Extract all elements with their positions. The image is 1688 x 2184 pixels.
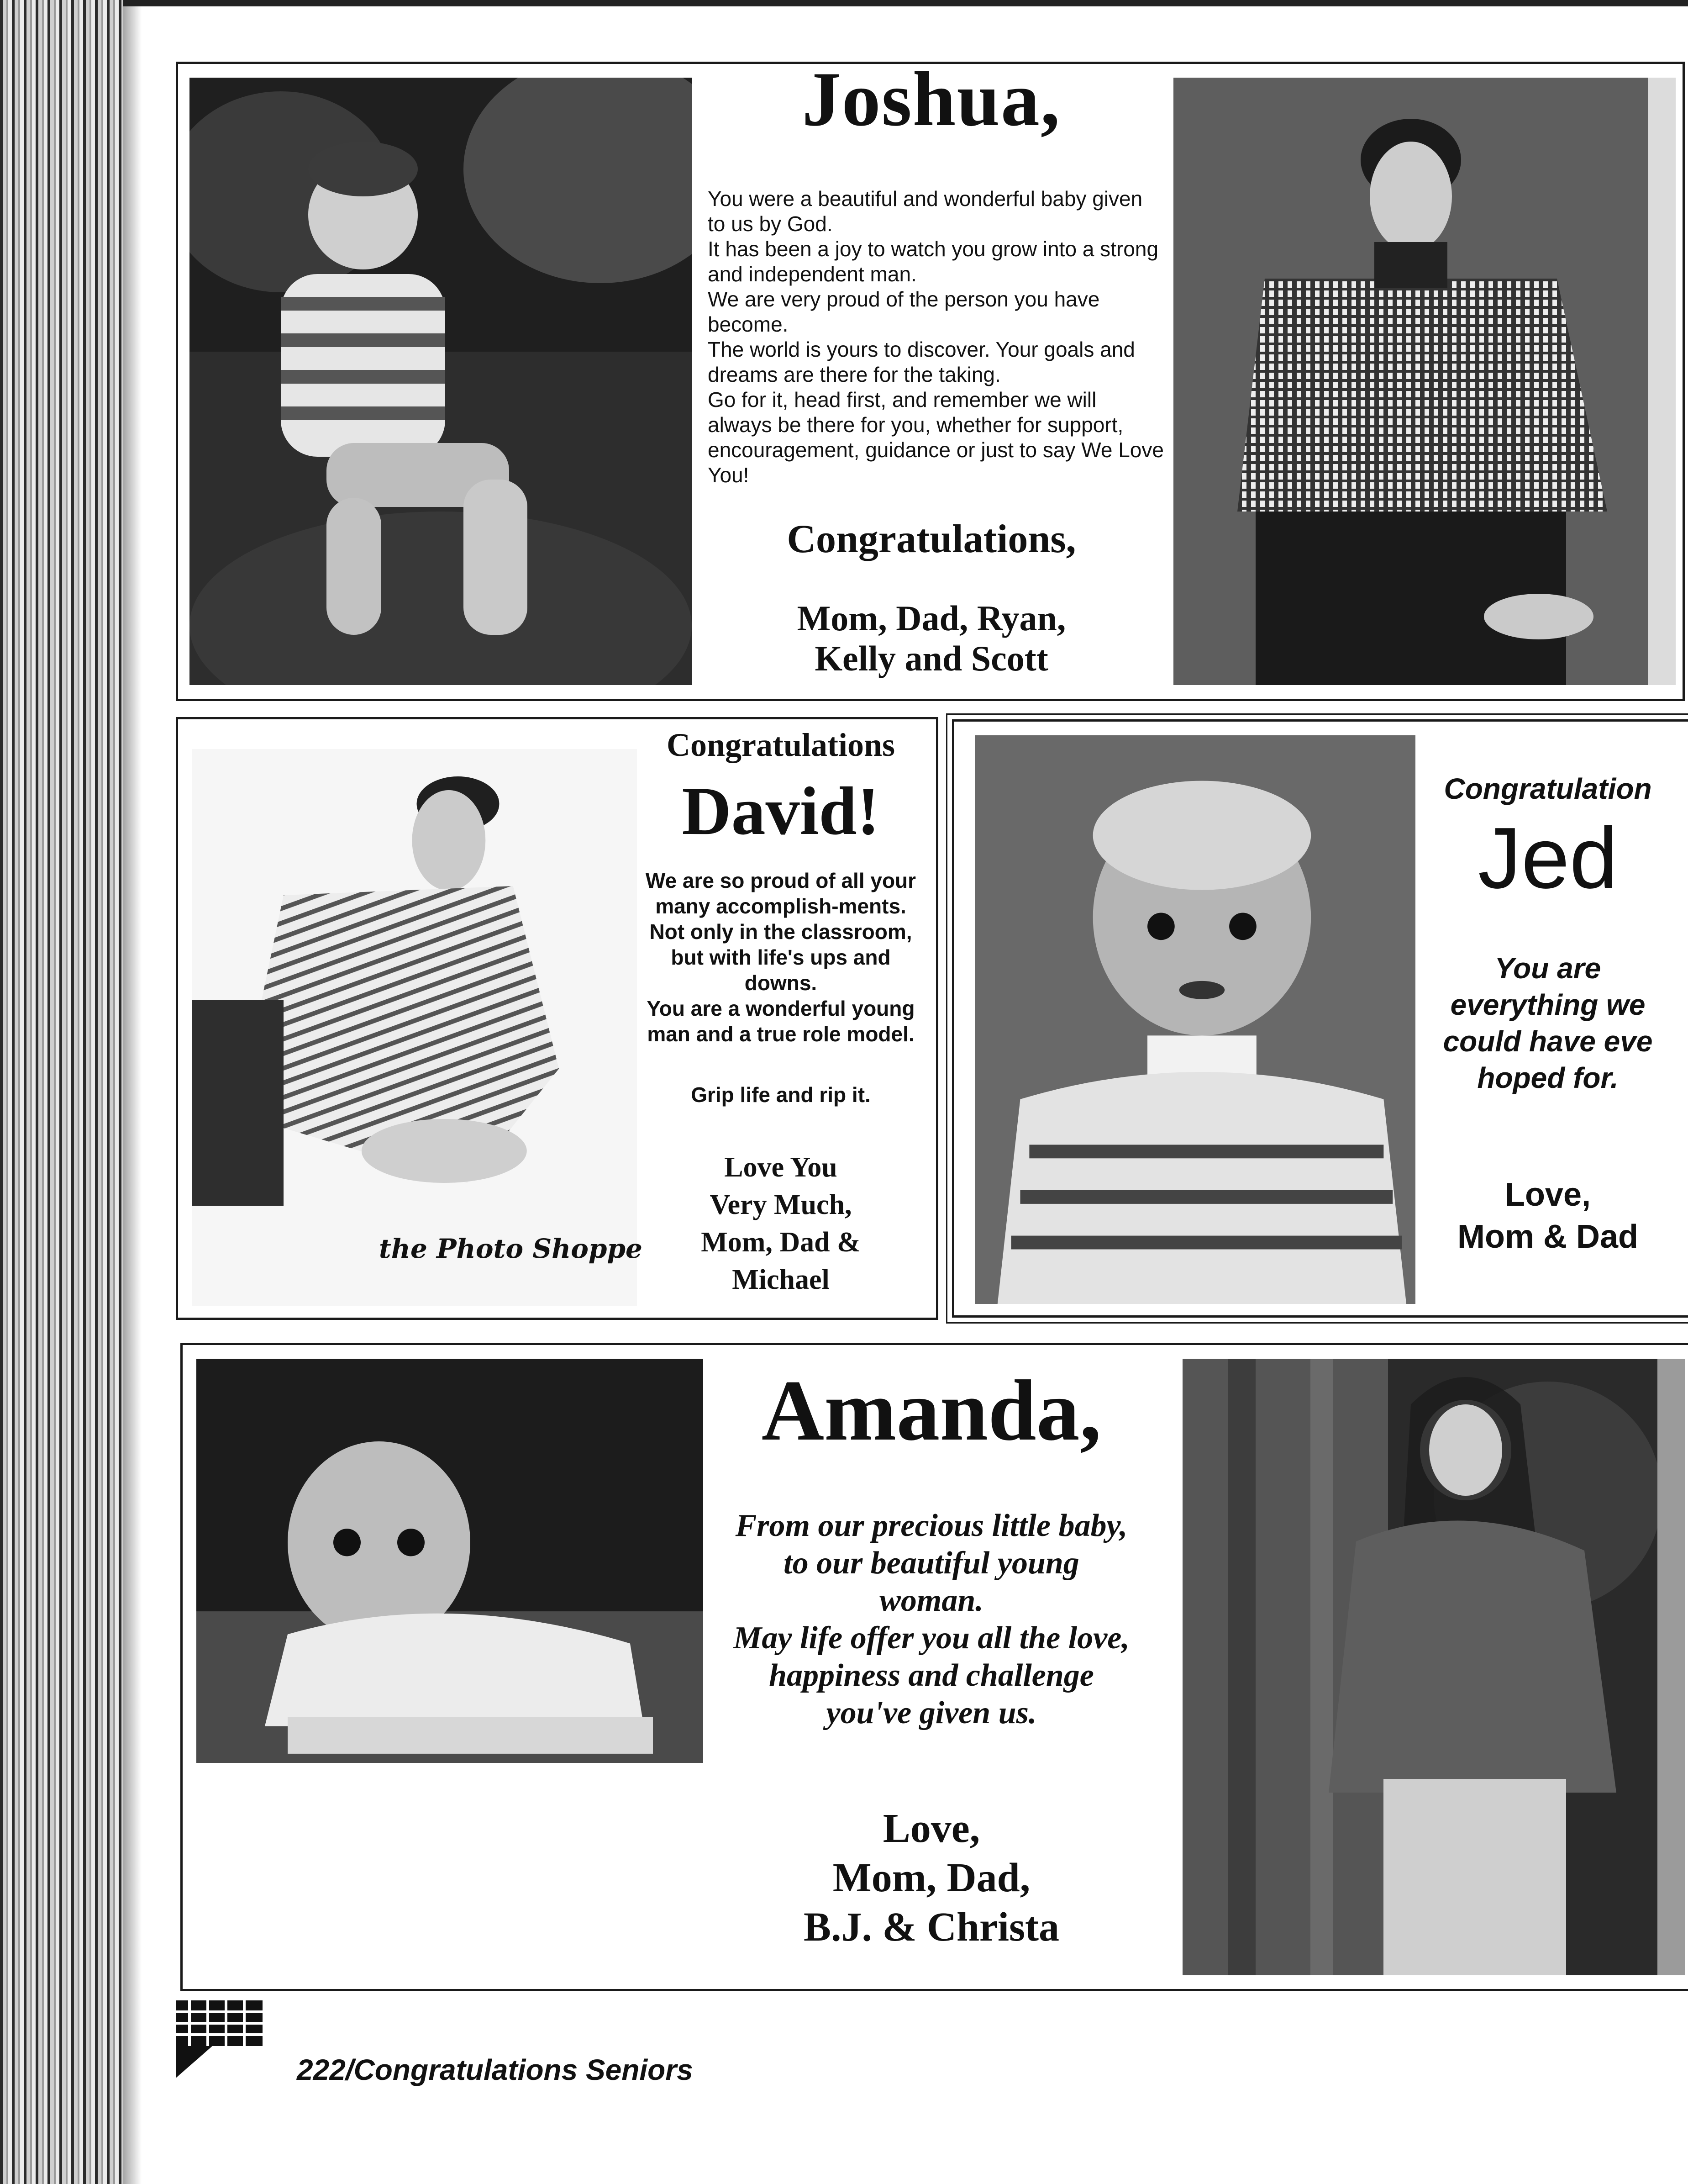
amanda-title: Amanda, [761,1363,1102,1459]
david-title: David! [682,773,880,849]
amanda-baby-photo [196,1359,703,1763]
book-spine-edge [0,0,123,2184]
david-line: You are a wonderful young man and a true role model. [647,997,915,1046]
amanda-senior-photo [1183,1359,1685,1975]
jed-line: could have eve [1443,1025,1653,1058]
corner-brick-mark [176,2000,263,2078]
david-congratulations: Congratulations [666,727,895,763]
amanda-line: to our beautiful young [784,1546,1079,1581]
joshua-line: Go for it, head first, and remember we will always be there for you, whether for support, encouragement, guidance or just to say We Love You! [708,388,1164,487]
jed-message [1415,950,1680,1096]
amanda-line: happiness and challenge [769,1658,1094,1693]
joshua-congratulations: Congratulations, [787,517,1076,561]
signature-line: B.J. & Christa [804,1904,1059,1950]
top-edge-line [123,0,1688,6]
signature-line: Mom, Dad, Ryan, [797,598,1066,638]
signature-line: Very Much, [710,1189,852,1220]
joshua-senior-photo [1173,78,1676,685]
jed-signature [1415,1174,1680,1258]
joshua-signature [708,598,1155,679]
signature-line: Love You [724,1152,837,1183]
jed-line: everything we [1450,988,1646,1021]
signature-line: Michael [732,1264,830,1295]
spine-shadow [123,0,142,2184]
joshua-line: It has been a joy to watch you grow into a strong and independent man. [708,237,1159,286]
amanda-line: you've given us. [826,1695,1037,1730]
david-message [639,868,922,1047]
photo-credit: the Photo Shoppe [379,1233,642,1264]
joshua-line: The world is yours to discover. Your goals and dreams are there for the taking. [708,338,1135,386]
page-folio: 222/Congratulations Seniors [297,2053,693,2086]
amanda-line: From our precious little baby, [735,1508,1128,1543]
joshua-child-photo [189,78,692,685]
signature-line: Mom & Dad [1457,1219,1638,1255]
amanda-message [685,1507,1178,1732]
signature-line: Love, [1504,1176,1591,1213]
david-signature [639,1149,922,1298]
david-grip-line: Grip life and rip it. [691,1083,871,1107]
joshua-message [708,186,1164,488]
amanda-line: May life offer you all the love, [733,1620,1130,1656]
david-photo [192,749,637,1306]
amanda-line: woman. [879,1583,983,1618]
jed-congratulations: Congratulation [1444,772,1652,805]
jed-photo [975,735,1415,1304]
joshua-line: We are very proud of the person you have become. [708,287,1100,336]
david-line: We are so proud of all your many accomplish-ments. Not only in the classroom, but with life's ups and downs. [645,869,916,995]
joshua-line: You were a beautiful and wonderful baby given to us by God. [708,187,1143,236]
jed-line: hoped for. [1477,1061,1619,1094]
signature-line: Mom, Dad, [832,1855,1031,1900]
jed-title: Jed [1478,810,1618,907]
amanda-signature [685,1804,1178,1952]
signature-line: Love, [883,1806,980,1851]
signature-line: Kelly and Scott [815,638,1048,678]
jed-line: You are [1494,952,1601,985]
signature-line: Mom, Dad & [701,1227,861,1258]
joshua-title: Joshua, [802,56,1061,142]
